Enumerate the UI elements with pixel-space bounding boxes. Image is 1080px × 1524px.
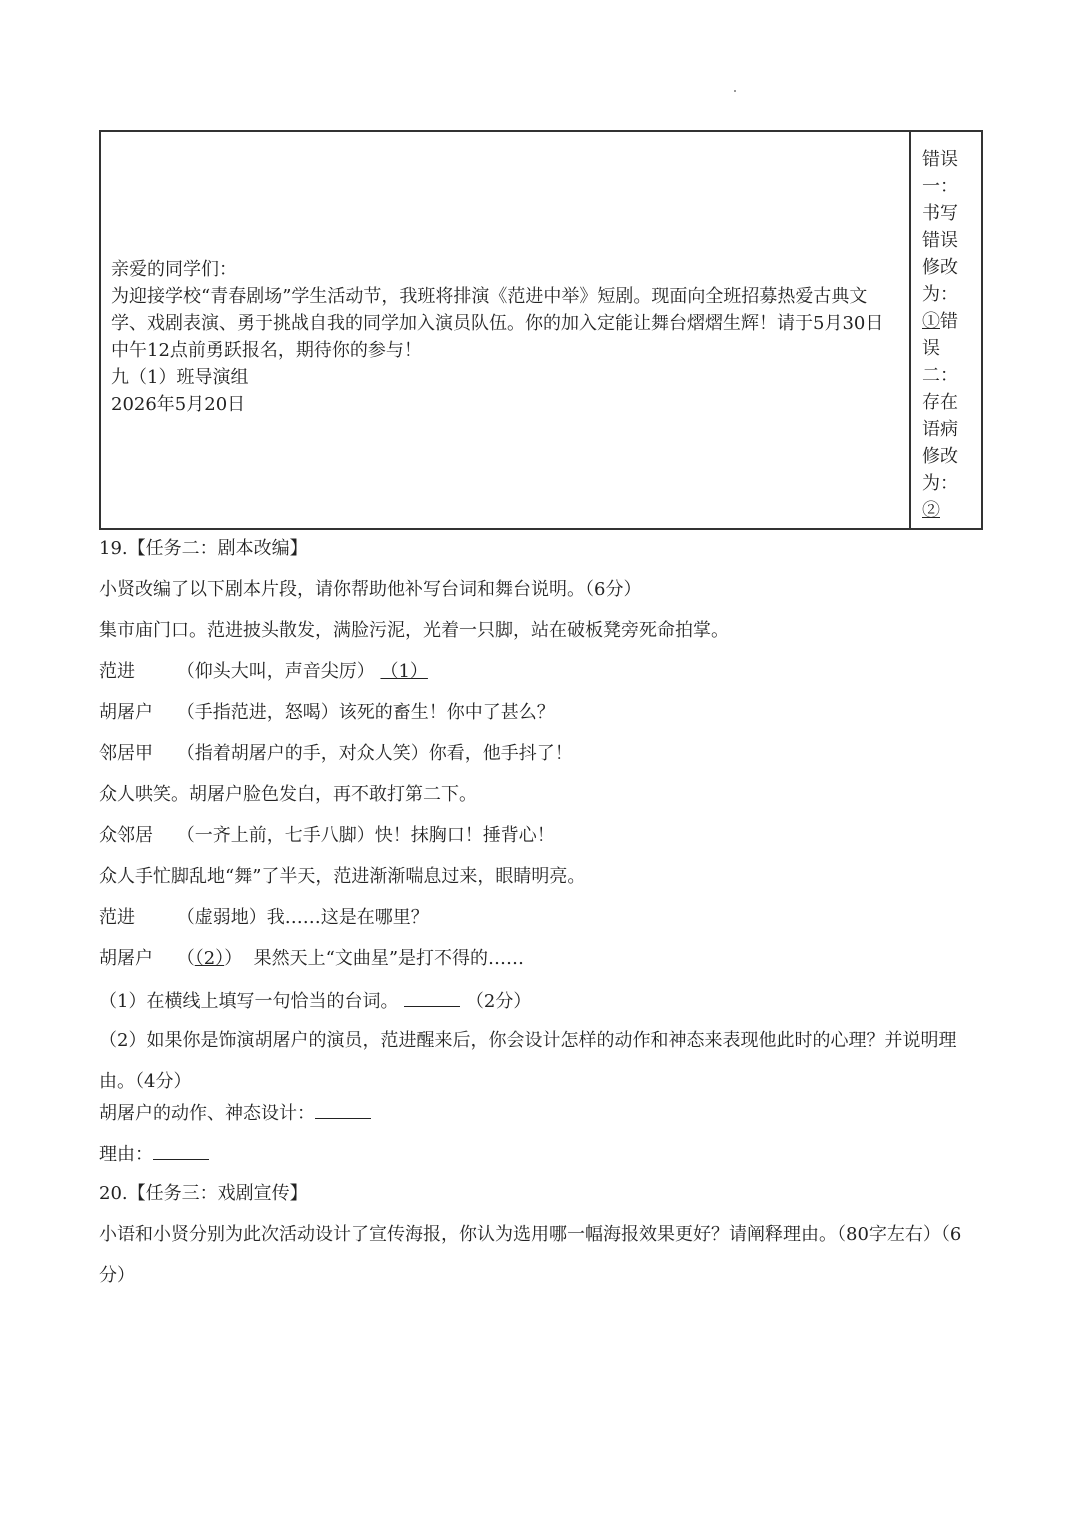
notice-table: [99, 130, 983, 530]
script-text: （虚弱地）我……这是在哪里？: [176, 907, 429, 928]
answer-blank[interactable]: [404, 988, 460, 1007]
script-role: 邻居甲: [99, 743, 153, 764]
answer-two-mark: ②: [922, 500, 940, 521]
q19-intro: 小贤改编了以下剧本片段，请你帮助他补写台词和舞台说明。（6分）: [99, 579, 642, 600]
script-text: （手指范进，怒喝）该死的畜生！你中了甚么？: [176, 702, 555, 723]
sub-one-text: （1）在横线上填写一句恰当的台词。: [99, 991, 399, 1012]
script-line: [99, 906, 979, 947]
blank-one: （1）: [380, 661, 428, 682]
script-line: [99, 824, 979, 865]
notice-date: 2026年5月20日: [111, 394, 246, 415]
design-label: 胡屠户的动作、神态设计：: [99, 1103, 315, 1124]
paren-close: ）: [224, 948, 243, 969]
script-role: 范进: [99, 907, 135, 928]
answer-one-mark: ①: [922, 311, 940, 332]
script-line: [99, 660, 979, 701]
questions: [99, 537, 979, 1296]
paren-open: （: [176, 948, 195, 969]
q20-text: 小语和小贤分别为此次活动设计了宣传海报，你认为选用哪一幅海报效果更好？请阐释理由。（80字左右）（6分）: [99, 1224, 962, 1286]
notice-greeting: 亲爱的同学们：: [111, 259, 237, 280]
script-line: [99, 701, 979, 742]
notice-cell: [101, 132, 911, 528]
error-one-label: 错误一：书写错误修改为：: [922, 149, 958, 305]
error-two-label: 错误二：存在语病修改为：: [922, 311, 958, 494]
script-text: （一齐上前，七手八脚）快！抹胸口！捶背心！: [176, 825, 555, 846]
script-role: 胡屠户: [99, 948, 153, 969]
stage-direction: 众人哄笑。胡屠户脸色发白，再不敢打第二下。: [99, 784, 477, 805]
answer-blank[interactable]: [315, 1100, 371, 1119]
blank-two: （2）: [194, 948, 225, 969]
script-role: 众邻居: [99, 825, 153, 846]
q19-title: 19.【任务二：剧本改编】: [99, 538, 308, 559]
script-role: 胡屠户: [99, 702, 153, 723]
design-answer-line: [99, 1100, 979, 1141]
sub-question-two: （2）如果你是饰演胡屠户的演员，范进醒来后，你会设计怎样的动作和神态来表现他此时的心理？并说明理由。（4分）: [99, 1030, 957, 1092]
reason-label: 理由：: [99, 1144, 153, 1165]
correction-column: [922, 146, 962, 524]
correction-cell: [913, 132, 983, 528]
stage-direction: 众人手忙脚乱地“舞”了半天，范进渐渐喘息过来，眼睛明亮。: [99, 866, 586, 887]
sub-one-points: （2分）: [465, 991, 532, 1012]
answer-blank[interactable]: [153, 1141, 209, 1160]
q19-scene: 集市庙门口。范进披头散发，满脸污泥，光着一只脚，站在破板凳旁死命拍掌。: [99, 620, 729, 641]
q20-title: 20.【任务三：戏剧宣传】: [99, 1183, 308, 1204]
notice-signature: 九（1）班导演组: [111, 367, 249, 388]
notice-text: [111, 256, 896, 418]
scan-dot: [734, 90, 736, 92]
script-text: （指着胡屠户的手，对众人笑）你看，他手抖了！: [176, 743, 573, 764]
script-text: （仰头大叫，声音尖厉）: [176, 661, 375, 682]
script-text: 果然天上“文曲星”是打不得的……: [253, 948, 525, 969]
script-line: [99, 742, 979, 783]
reason-answer-line: [99, 1141, 979, 1182]
script-line: [99, 947, 979, 988]
script-role: 范进: [99, 661, 135, 682]
notice-body: 为迎接学校“青春剧场”学生活动节，我班将排演《范进中举》短剧。现面向全班招募热爱古典文学、戏剧表演、勇于挑战自我的同学加入演员队伍。你的加入定能让舞台熠熠生辉！请于5月30日中午12点前勇跃报名，期待你的参与！: [111, 286, 884, 361]
